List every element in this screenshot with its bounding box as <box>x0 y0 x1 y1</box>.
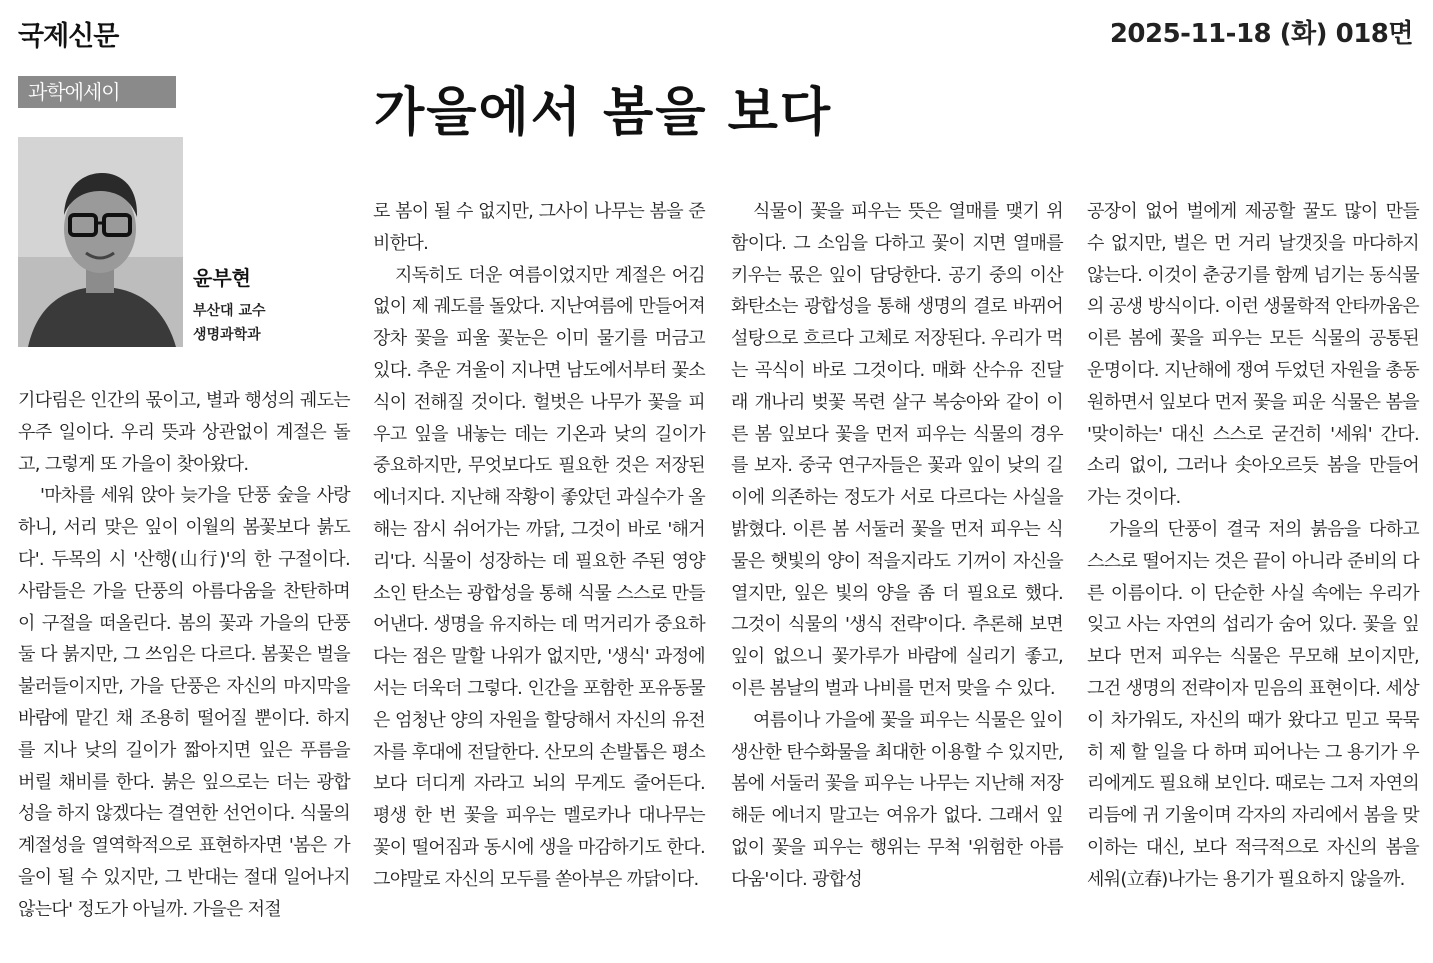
article-column-2 <box>373 196 705 896</box>
author-name: 윤부현 <box>193 266 251 290</box>
article-headline: 가을에서 봄을 보다 <box>374 82 833 143</box>
author-byline <box>193 262 266 347</box>
paragraph: 지독히도 더운 여름이었지만 계절은 어김없이 제 궤도를 돌았다. 지난여름에 만들어져 장차 꽃을 피울 꽃눈은 이미 물기를 머금고 있다. 추운 겨울이 지나면 남도에서부터 꽃소식이 전해질 것이다. 헐벗은 나무가 꽃을 피우고 잎을 내놓는 데는 기온과 낮의 길이가 중요하지만, 무엇보다도 필요한 것은 저장된 에너지다. 지난해 작황이 좋았던 과실수가 올해는 잠시 쉬어가는 까닭, 그것이 바로 '해거리'다. 식물이 성장하는 데 필요한 주된 영양소인 탄소는 광합성을 통해 식물 스스로 만들어낸다. 생명을 유지하는 데 먹거리가 중요하다는 점은 말할 나위가 없지만, '생식' 과정에서는 더욱더 그렇다. 인간을 포함한 포유동물은 엄청난 양의 자원을 할당해서 자신의 유전자를 후대에 전달한다. 산모의 손발톱은 평소보다 더디게 자라고 뇌의 무게도 줄어든다. 평생 한 번 꽃을 피우는 멜로카나 대나무는 꽃이 떨어짐과 동시에 생을 마감하기도 한다. 그야말로 자신의 모두를 쏟아부은 까닭이다. <box>373 264 705 890</box>
paragraph: 가을의 단풍이 결국 저의 붉음을 다하고 스스로 떨어지는 것은 끝이 아니라 준비의 다른 이름이다. 이 단순한 사실 속에는 우리가 잊고 사는 자연의 섭리가 숨어 있다. 꽃을 잎보다 먼저 피우는 식물은 무모해 보이지만, 그건 생명의 전략이자 믿음의 표현이다. 세상이 차가워도, 자신의 때가 왔다고 믿고 묵묵히 제 할 일을 다 하며 피어나는 그 용기가 우리에게도 필요해 보인다. 때로는 그저 자연의 리듬에 귀 기울이며 각자의 자리에서 봄을 맞이하는 대신, 보다 적극적으로 자신의 봄을 세워(立春)나가는 용기가 필요하지 않을까. <box>1087 518 1419 890</box>
section-label: 과학에세이 <box>18 76 176 108</box>
paragraph: 공장이 없어 벌에게 제공할 꿀도 많이 만들 수 없지만, 벌은 먼 거리 날갯짓을 마다하지 않는다. 이것이 춘궁기를 함께 넘기는 동식물의 공생 방식이다. 이런 생물학적 안타까움은 이른 봄에 꽃을 피우는 모든 식물의 공통된 운명이다. 지난해에 쟁여 두었던 자원을 총동원하면서 잎보다 먼저 꽃을 피운 식물은 봄을 '맞이하는' 대신 스스로 굳건히 '세워' 간다. 소리 없이, 그러나 솟아오르듯 봄을 만들어 가는 것이다. <box>1087 201 1419 509</box>
issue-date-page: 2025-11-18 (화) 018면 <box>1109 19 1413 49</box>
paragraph: 식물이 꽃을 피우는 뜻은 열매를 맺기 위함이다. 그 소임을 다하고 꽃이 지면 열매를 키우는 몫은 잎이 담당한다. 공기 중의 이산화탄소는 광합성을 통해 생명의 결로 바뀌어 설탕으로 흐르다 고체로 저장된다. 우리가 먹는 곡식이 바로 그것이다. 매화 산수유 진달래 개나리 벚꽃 목련 살구 복숭아와 같이 이른 봄 잎보다 꽃을 먼저 피우는 식물의 경우를 보자. 중국 연구자들은 꽃과 잎이 낮의 길이에 의존하는 정도가 서로 다르다는 사실을 밝혔다. 이른 봄 서둘러 꽃을 먼저 피우는 식물은 햇빛의 양이 적을지라도 기꺼이 자신을 열지만, 잎은 빛의 양을 좀 더 필요로 했다. 그것이 식물의 '생식 전략'이다. 추론해 보면 잎이 없으니 꽃가루가 바람에 실리기 좋고, 이른 봄날의 벌과 나비를 먼저 맞을 수 있다. <box>731 201 1063 699</box>
article-column-1 <box>18 385 350 926</box>
author-affiliation: 부산대 교수 <box>193 303 266 319</box>
publication-name: 국제신문 <box>18 21 119 52</box>
article-column-4 <box>1087 196 1419 896</box>
author-portrait-image <box>18 137 183 347</box>
paragraph: 기다림은 인간의 몫이고, 별과 행성의 궤도는 우주 일이다. 우리 뜻과 상관없이 계절은 돌고, 그렇게 또 가을이 찾아왔다. <box>18 390 350 475</box>
article-column-3 <box>731 196 1063 896</box>
author-photo <box>18 137 183 347</box>
author-department: 생명과학과 <box>193 327 261 343</box>
paragraph: 여름이나 가을에 꽃을 피우는 식물은 잎이 생산한 탄수화물을 최대한 이용할 수 있지만, 봄에 서둘러 꽃을 피우는 나무는 지난해 저장해둔 에너지 말고는 여유가 없다. 그래서 잎 없이 꽃을 피우는 행위는 무척 '위험한 아름다움'이다. 광합성 <box>731 709 1063 890</box>
paragraph: '마차를 세워 앉아 늦가을 단풍 숲을 사랑하니, 서리 맞은 잎이 이월의 봄꽃보다 붉도다'. 두목의 시 '산행(山行)'의 한 구절이다. 사람들은 가을 단풍의 아름다움을 찬탄하며 이 구절을 떠올린다. 봄의 꽃과 가을의 단풍 둘 다 붉지만, 그 쓰임은 다르다. 봄꽃은 벌을 불러들이지만, 가을 단풍은 자신의 마지막을 바람에 맡긴 채 조용히 떨어질 뿐이다. 하지를 지나 낮의 길이가 짧아지면 잎은 푸름을 버릴 채비를 한다. 붉은 잎으로는 더는 광합성을 하지 않겠다는 결연한 선언이다. 식물의 계절성을 열역학적으로 표현하자면 '봄은 가을이 될 수 있지만, 그 반대는 절대 일어나지 않는다' 정도가 아닐까. 가을은 저절 <box>18 485 350 920</box>
paragraph: 로 봄이 될 수 없지만, 그사이 나무는 봄을 준비한다. <box>373 201 705 254</box>
